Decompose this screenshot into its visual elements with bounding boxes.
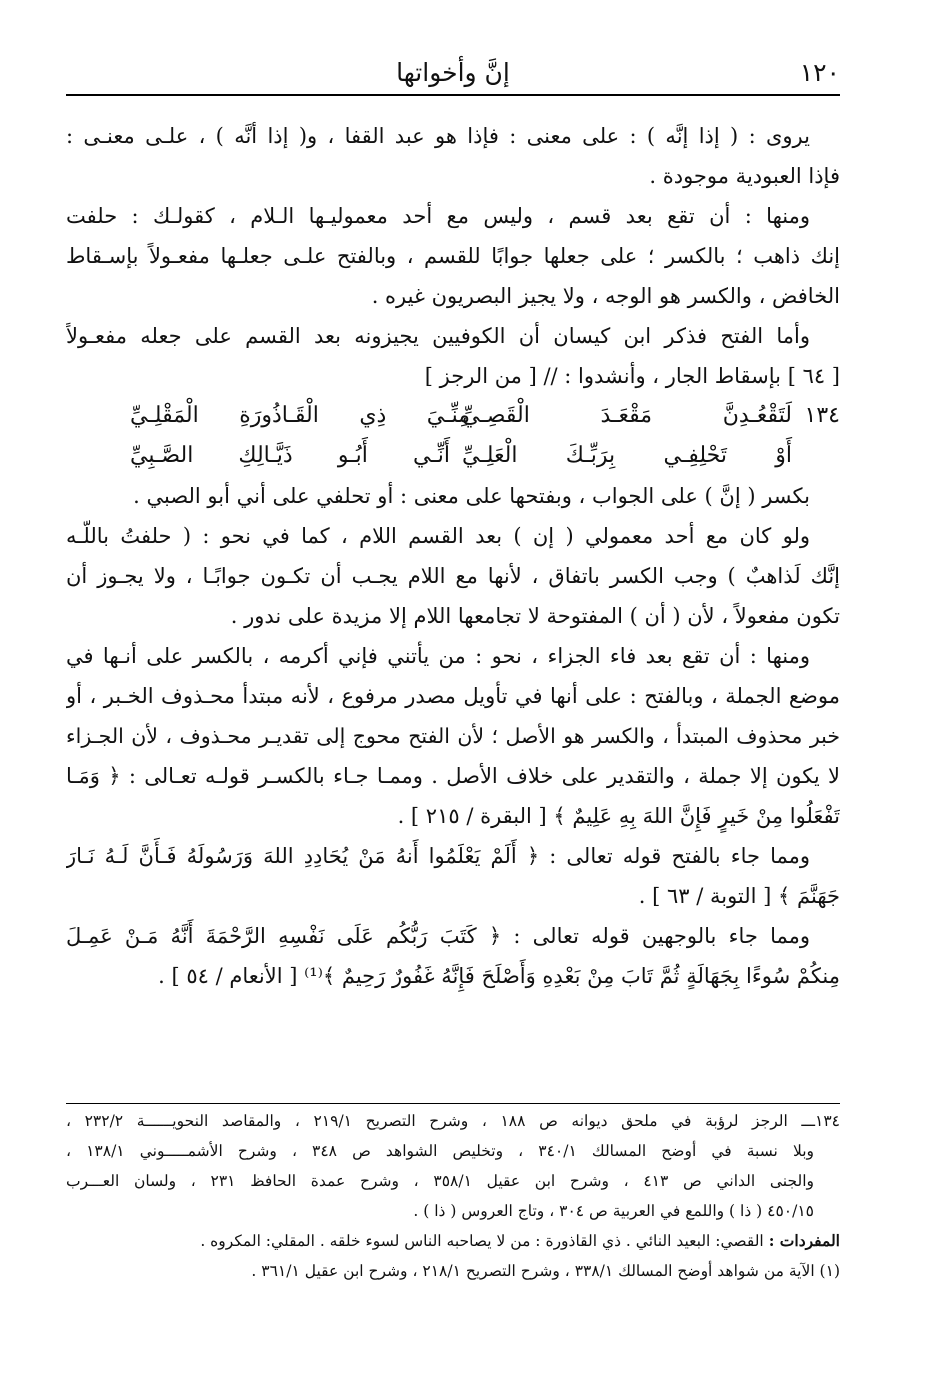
header-rule (66, 94, 840, 96)
text-line: الخافض ، والكسر هو الوجه ، ولا يجيز البصريون غيره . (371, 284, 840, 308)
vocabulary-text: القصي: البعيد النائي . ذي القاذورة : من لا يصاحبه الناس لسوء خلقه . المقلي: المكروه . (200, 1232, 764, 1250)
text-line: تَفْعَلُوا مِنْ خَيرٍ فَإِنَّ اللهَ بِهِ عَلِيمٌ ﴾ [ البقرة / ٢١٥ ] . (397, 804, 840, 828)
page-header (66, 58, 840, 96)
footnote-citations (66, 1106, 840, 1226)
text-line: فإذا العبودية موجودة . (649, 164, 840, 188)
text-line: يروى : ( إذا إنَّه ) : على معنى : فإذا هو عبد القفا ، و( إذا أنَّه ) ، علـى معنـى : (66, 124, 810, 148)
text-line: ولو كان مع أحد معمولي ( إن ) بعد القسم اللام ، كما في نحو : ( حلفتُ باللّـه (66, 524, 810, 548)
verse-number: ١٣٤ (804, 403, 840, 428)
verse-hemistich: لَتَقْعُـدِنَّ مَقْعَـدَ الْقَصِـيِّ (462, 403, 792, 428)
vocabulary-note (66, 1226, 840, 1256)
page-number: ١٢٠ (799, 58, 840, 87)
text-line: [ ٦٤ ] بإسقاط الجار ، وأنشدوا : // [ من الرجز ] (424, 364, 840, 388)
text-line: تكون مفعولاً ، لأن ( أن ) المفتوحة لا تجامعها اللام إلا مزيدة على ندور . (230, 604, 840, 628)
footnote-line: ١٣٤ـــ الرجز لرؤبة في ملحق ديوانه ص ١٨٨ ، وشرح التصريح ٢١٩/١ ، والمقاصد النحويــــــة ٢٣٢/٢ ، (66, 1112, 840, 1130)
running-title: إنَّ وأخواتها (396, 58, 510, 87)
text-line: لا يكون إلا جملة ، والتقدير على خلاف الأصل . وممـا جـاء بالكسـر قولـه تعـالى : ﴿ وَمَـا (66, 764, 840, 788)
verse-hemistich: أَنِّـي أَبُـو ذَيَّـالِكِ الصَّـبِيِّ (130, 443, 450, 468)
verse-line (66, 436, 840, 476)
text-line: ومنها : أن تقع بعد قسم ، وليس مع أحد معموليـها الـلام ، كقولـك : حلفت (66, 204, 810, 228)
verse-hemistich: مِنِّـيَ ذِي الْقَـاذُورَةِ الْمَقْلِـيِّ (130, 403, 470, 428)
verse-hemistich: أَوْ تَحْلِفِـي بِرَبِّـكَ الْعَلِـيِّ (462, 443, 792, 468)
verse-block (66, 396, 840, 476)
text-line: ومما جاء بالوجهين قوله تعالى : ﴿ كَتَبَ رَبُّكُم عَلَى نَفْسِهِ الرَّحْمَةَ أَنَّهُ مَـنْ عَمِـلَ (66, 924, 810, 948)
text-line: وأما الفتح فذكر ابن كيسان أن الكوفيين يجيزونه بعد القسم على جعله مفعـولاً (66, 324, 810, 348)
footnote-line: والجنى الداني ص ٤١٣ ، وشرح ابن عقيل ٣٥٨/١ ، وشرح عمدة الحافظ ٢٣١ ، ولسان العـــرب (66, 1172, 814, 1190)
text-block-1 (66, 116, 840, 396)
text-line: جَهَنَّمَ ﴾ [ التوبة / ٦٣ ] . (638, 884, 840, 908)
text-line: إنك ذاهب ؛ بالكسر ؛ على جعلها جوابًا للقسم ، وبالفتح علـى جعلـها مفعـولاً بإسـقاط (66, 244, 840, 268)
footnotes (66, 1106, 840, 1286)
text-line: خبر محذوف المبتدأ ، والكسر هو الأصل ؛ لأن الفتح محوج إلى تقديـر محـذوف ، لأن الجـزاء (66, 724, 840, 748)
footnote-line: ٤٥٠/١٥ ( ذا ) واللمع في العربية ص ٣٠٤ ، وتاج العروس ( ذا ) . (413, 1202, 814, 1220)
text-line: ومنها : أن تقع بعد فاء الجزاء ، نحو : من يأتني فإني أكرمه ، بالكسر على أنـها في (66, 644, 810, 668)
main-text (66, 116, 840, 996)
vocabulary-label: المفردات : (768, 1231, 840, 1250)
text-line: موضع الجملة ، وبالفتح : على أنها في تأويل مصدر مرفوع ، لأنه مبتدأ محـذوف الخـبر ، أو (66, 684, 840, 708)
footnote-1: (١) الآية من شواهد أوضح المسالك ٣٣٨/١ ، وشرح التصريح ٢١٨/١ ، وشرح ابن عقيل ٣٦١/١ . (251, 1262, 840, 1280)
text-line: بكسر ( إنَّ ) على الجواب ، وبفتحها على معنى : أو تحلفي على أني أبو الصبي . (133, 484, 810, 508)
text-block-2 (66, 476, 840, 996)
footnote-separator (66, 1103, 840, 1104)
text-line: إنَّك لَذاهبٌ ) وجب الكسر باتفاق ، لأنها مع اللام يجـب أن تكـون جوابًـا ، ولا يجـوز أن (66, 564, 840, 588)
verse-line (66, 396, 840, 436)
footnote-line: وبلا نسبة في أوضح المسالك ٣٤٠/١ ، وتخليص الشواهد ص ٣٤٨ ، وشرح الأشمـــــوني ١٣٨/١ ، (66, 1142, 814, 1160)
text-line: ومما جاء بالفتح قوله تعالى : ﴿ أَلَمْ يَعْلَمُوا أَنهُ مَنْ يُحَادِدِ اللهَ وَرَسُولَهُ فَـأَنَّ لَـهُ نَـارَ (66, 844, 810, 868)
text-line: مِنكُمْ سُوءًا بِجَهَالَةٍ ثُمَّ تَابَ مِنْ بَعْدِهِ وَأَصْلَحَ فَإِنَّهُ غَفُورٌ رَحِيمٌ ﴾⁽¹⁾ [ الأنعام / ٥٤ ] . (158, 964, 840, 988)
